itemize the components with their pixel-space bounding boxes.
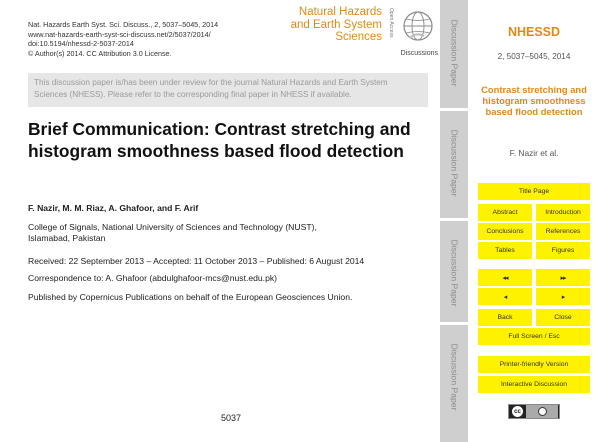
publisher-note: Published by Copernicus Publications on behalf of the European Geosciences Union. bbox=[28, 292, 353, 302]
open-access-text: Open Access bbox=[388, 8, 394, 38]
abstract-button[interactable]: Abstract bbox=[478, 204, 532, 221]
panel-journal-code: NHESSD bbox=[507, 25, 561, 39]
strip-separator bbox=[440, 108, 468, 111]
figures-button[interactable]: Figures bbox=[536, 242, 590, 259]
panel-volume: 2, 5037–5045, 2014 bbox=[497, 52, 571, 61]
meta-line-url[interactable]: www.nat-hazards-earth-syst-sci-discuss.net/2/5037/2014/ bbox=[28, 29, 211, 39]
affiliation bbox=[28, 222, 317, 244]
correspondence: Correspondence to: A. Ghafoor (abdulghafoor-mcs@nust.edu.pk) bbox=[28, 273, 278, 283]
journal-name-line-3: Sciences bbox=[335, 31, 382, 44]
cc-license-badge[interactable] bbox=[508, 404, 560, 419]
previous-page-icon: ◂ bbox=[503, 293, 507, 301]
cc-by-icon bbox=[526, 405, 558, 418]
conclusions-button[interactable]: Conclusions bbox=[478, 223, 532, 240]
affiliation-line-1: College of Signals, National University of Sciences and Technology (NUST), bbox=[28, 222, 317, 232]
next-page-icon: ▸ bbox=[561, 293, 565, 301]
journal-name-line-2: and Earth System bbox=[290, 18, 382, 31]
citation-meta bbox=[28, 20, 218, 58]
paper-title: Brief Communication: Contrast stretching and histogram smoothness based flood detection bbox=[28, 119, 411, 161]
last-page-icon: ▸▸ bbox=[560, 274, 566, 282]
printer-friendly-button[interactable]: Printer-friendly Version bbox=[478, 356, 590, 373]
first-page-button[interactable] bbox=[478, 269, 532, 286]
full-screen-button[interactable]: Full Screen / Esc bbox=[478, 328, 590, 345]
journal-name-line-1: Natural Hazards bbox=[298, 6, 382, 18]
strip-label-4: Discussion Paper bbox=[449, 343, 459, 411]
interactive-discussion-button[interactable]: Interactive Discussion bbox=[478, 376, 590, 393]
affiliation-line-2: Islamabad, Pakistan bbox=[28, 232, 106, 243]
cc-icon: cc bbox=[512, 406, 523, 417]
previous-page-button[interactable] bbox=[478, 288, 532, 305]
strip-separator bbox=[440, 218, 468, 221]
references-button[interactable]: References bbox=[536, 223, 590, 240]
panel-author: F. Nazir et al. bbox=[509, 148, 559, 158]
page-number: 5037 bbox=[221, 413, 242, 423]
journal-discussions-label: Discussions bbox=[400, 50, 438, 57]
meta-line-license: © Author(s) 2014. CC Attribution 3.0 License. bbox=[28, 48, 172, 58]
introduction-button[interactable]: Introduction bbox=[536, 204, 590, 221]
meta-line-doi: doi:10.5194/nhessd-2-5037-2014 bbox=[28, 39, 134, 49]
discussion-paper-strip bbox=[440, 0, 468, 442]
strip-label-1: Discussion Paper bbox=[449, 19, 459, 87]
strip-separator bbox=[440, 322, 468, 325]
author-list: F. Nazir, M. M. Riaz, A. Ghafoor, and F. Arif bbox=[28, 203, 199, 213]
tables-button[interactable]: Tables bbox=[478, 242, 532, 259]
last-page-button[interactable] bbox=[536, 269, 590, 286]
next-page-button[interactable] bbox=[536, 288, 590, 305]
journal-name bbox=[291, 6, 382, 44]
attribution-person-icon bbox=[538, 407, 547, 416]
meta-line-journal: Nat. Hazards Earth Syst. Sci. Discuss., 2, 5037–5045, 2014 bbox=[28, 20, 219, 29]
navigation-panel bbox=[468, 0, 600, 442]
received-dates: Received: 22 September 2013 – Accepted: 11 October 2013 – Published: 6 August 2014 bbox=[28, 256, 365, 266]
strip-label-3: Discussion Paper bbox=[449, 239, 459, 307]
review-notice: This discussion paper is/has been under review for the journal Natural Hazards and Earth System Sciences (NHESS). Please refer to the corresponding final paper in NHESS if available. bbox=[28, 73, 428, 107]
first-page-icon: ◂◂ bbox=[502, 274, 508, 282]
strip-label-2: Discussion Paper bbox=[449, 129, 459, 197]
panel-short-title: Contrast stretching and histogram smoothness based flood detection bbox=[481, 84, 587, 118]
title-page-button[interactable]: Title Page bbox=[478, 183, 590, 200]
close-button[interactable]: Close bbox=[536, 309, 590, 326]
back-button[interactable]: Back bbox=[478, 309, 532, 326]
